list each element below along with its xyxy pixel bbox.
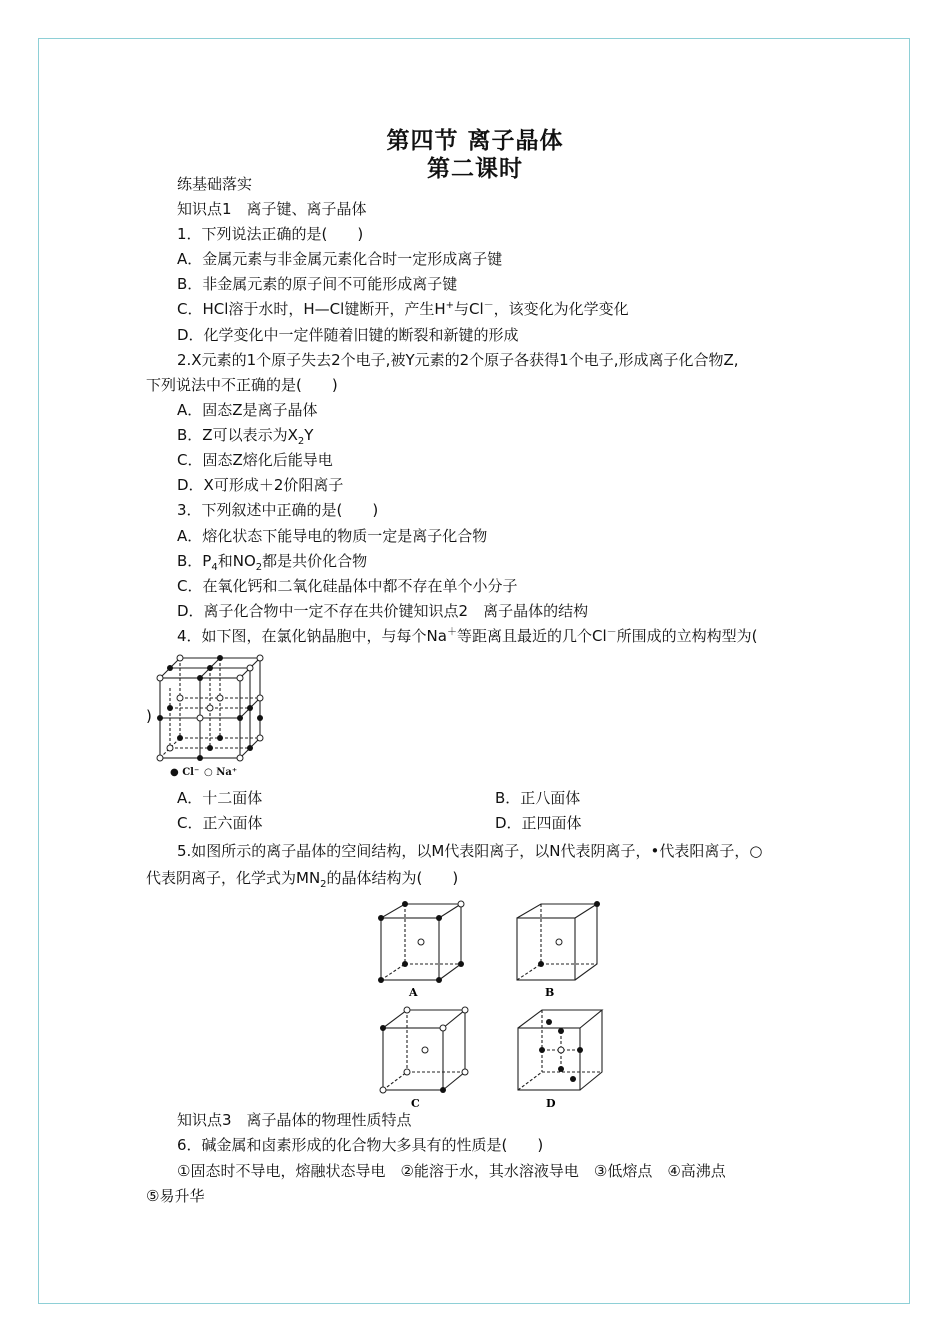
q4-option-d: D．正四面体 (495, 814, 582, 832)
q3-stem: 3．下列叙述中正确的是( ) (177, 501, 379, 519)
q2-option-a: A．固态Z是离子晶体 (177, 401, 318, 419)
q1-option-c: C．HCl溶于水时，H—Cl键断开，产生H+与Cl－，该变化为化学变化 (177, 300, 629, 318)
q1-option-a: A．金属元素与非金属元素化合时一定形成离子键 (177, 250, 503, 268)
q5-stem-line2: 代表阴离子，化学式为$MN_2$的晶体结构为( ) (146, 869, 459, 890)
legend-na: ○ Na⁺ (204, 767, 238, 778)
q3-option-b: B．$P_4$和$NO_2$都是共价化合物 (177, 552, 368, 573)
page-subtitle: 第二课时 (427, 156, 523, 182)
q4-stem-close: ) (146, 707, 152, 725)
cube-d-label: D (546, 1097, 556, 1110)
q4-option-a: A．十二面体 (177, 789, 263, 807)
q2-stem-line2: 下列说法中不正确的是( ) (146, 376, 338, 394)
q2-option-b: B．Z可以表示为$X_2Y$ (177, 426, 314, 447)
q4-stem: 4．如下图，在氯化钠晶胞中，与每个Na＋等距离且最近的几个Cl－所围成的立构构型为( (177, 627, 758, 645)
cube-figure-b (511, 898, 605, 1000)
q6-options: ①固态时不导电，熔融状态导电 ②能溶于水，其水溶液导电 ③低熔点 ④高沸点 (177, 1162, 726, 1180)
page-title: 第四节 离子晶体 (386, 128, 564, 154)
knowledge-point-1: 知识点1 离子键、离子晶体 (177, 200, 367, 218)
cube-b-label: B (545, 986, 555, 999)
q4-option-c: C．正六面体 (177, 814, 263, 832)
q2-stem-line1: 2.X元素的1个原子失去2个电子,被Y元素的2个原子各获得1个电子,形成离子化合物Z, (177, 351, 739, 369)
q6-option-5: ⑤易升华 (146, 1187, 205, 1205)
q2-option-c: C．固态Z熔化后能导电 (177, 451, 333, 469)
q1-stem: 1．下列说法正确的是( ) (177, 225, 364, 243)
cube-figure-c (377, 1004, 471, 1110)
q2-option-d: D．X可形成＋2价阳离子 (177, 476, 344, 494)
q6-stem: 6．碱金属和卤素形成的化合物大多具有的性质是( ) (177, 1136, 544, 1154)
q1-option-b: B．非金属元素的原子间不可能形成离子键 (177, 275, 458, 293)
q3-option-c: C．在氧化钙和二氧化硅晶体中都不存在单个小分子 (177, 577, 518, 595)
cube-figure-d (512, 1004, 608, 1110)
section-heading: 练基础落实 (177, 175, 253, 193)
nacl-unit-cell-figure (152, 650, 272, 782)
q3-option-d: D．离子化合物中一定不存在共价键知识点2 离子晶体的结构 (177, 602, 589, 620)
legend-cl: ● Cl⁻ (170, 767, 200, 778)
cube-a-label: A (409, 986, 418, 999)
cube-figure-a (375, 898, 465, 1000)
q5-stem-line1: 5.如图所示的离子晶体的空间结构，以M代表阳离子，以N代表阴离子，•代表阳离子，○ (177, 842, 763, 860)
knowledge-point-3: 知识点3 离子晶体的物理性质特点 (177, 1111, 412, 1129)
q1-option-d: D．化学变化中一定伴随着旧键的断裂和新键的形成 (177, 326, 519, 344)
q4-option-b: B．正八面体 (495, 789, 581, 807)
cube-c-label: C (411, 1097, 420, 1110)
q3-option-a: A．熔化状态下能导电的物质一定是离子化合物 (177, 527, 488, 545)
